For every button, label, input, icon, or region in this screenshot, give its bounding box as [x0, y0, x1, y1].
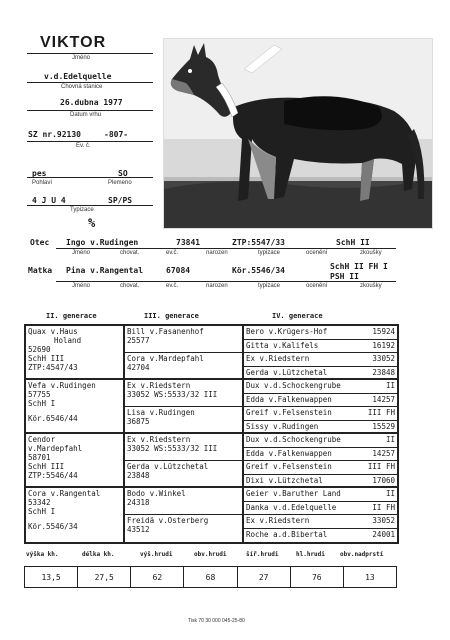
birth-date: 26.dubna 1977: [60, 98, 123, 107]
gen4-cell: [244, 515, 397, 529]
gen4-number: 23848: [372, 367, 395, 377]
gen4-number: 14257: [372, 448, 395, 458]
gen3-line: 33052 WS:5533/32 III: [127, 390, 218, 399]
dog-name: VIKTOR: [40, 34, 107, 51]
father-caption-4: narozen: [206, 250, 228, 256]
gen4-name: Ex v.Riedstern: [246, 354, 310, 363]
gen2-line: ZTP:5546/44: [28, 471, 78, 480]
gen3-line: Gerda v.Lützchetal: [127, 462, 209, 471]
mother-extra: Kör.5546/34: [232, 266, 285, 275]
gen4-name: Gitta v.Kalifels: [246, 340, 319, 350]
gen2-cell: [26, 488, 123, 542]
gen4-cell: [244, 380, 397, 394]
stat-value: 27,5: [78, 567, 131, 587]
sex-label: pes: [32, 169, 47, 178]
gen4-cell: [244, 367, 397, 381]
gen3-line: 24318: [127, 498, 150, 507]
gen2-line: 57755: [28, 390, 51, 399]
gen4-name: Dux v.d.Schockengrube: [246, 381, 341, 390]
gen4-cell: [244, 434, 397, 448]
gen2-line: Kör.6546/44: [28, 414, 78, 423]
rule: [56, 248, 396, 249]
birth-caption: Datum vrhu: [70, 112, 102, 118]
gen4-name: Ex v.Riedstern: [246, 516, 310, 525]
kennel-caption: Chovná stanice: [61, 84, 103, 90]
rule: [27, 110, 153, 111]
gen3-line: 42704: [127, 363, 150, 372]
gen4-cell: [244, 326, 397, 340]
gen3-line: 36875: [127, 417, 150, 426]
generation-4-column: [244, 326, 397, 542]
gen2-line: SchH I: [28, 399, 56, 408]
gen4-number: II: [385, 381, 395, 390]
stat-value: 68: [184, 567, 237, 587]
gen2-line: SchH III: [28, 462, 65, 471]
gen4-number: II FH: [372, 502, 395, 512]
generation-3-heading: III. generace: [144, 312, 199, 320]
gen4-name: Edda v.Falkenwappen: [246, 448, 332, 458]
breed-value: SP/PS: [108, 196, 133, 205]
gen4-cell: [244, 340, 397, 354]
gen4-name: Gerda v.Lützchetal: [246, 367, 328, 377]
gen2-line: 53342: [28, 498, 51, 507]
gen2-line: SchH I: [28, 507, 56, 516]
gen4-number: III FH: [367, 462, 395, 471]
gen2-line: 58701: [28, 453, 51, 462]
gen2-line: Quax v.Haus: [28, 327, 78, 336]
gen3-line: Cora v.Mardepfahl: [127, 354, 204, 363]
father-name: Ingo v.Rudingen: [66, 238, 139, 247]
mother-label: Matka: [28, 266, 53, 275]
gen2-cell: [26, 380, 123, 434]
gen2-line: Cendor: [28, 435, 56, 444]
generation-4-heading: IV. generace: [272, 312, 323, 320]
gen2-line: Holand: [54, 336, 82, 345]
gen2-cell: [26, 326, 123, 380]
measurements-row: [24, 566, 397, 588]
gen4-cell: [244, 394, 397, 408]
gen2-line: v.Mardepfahl: [28, 444, 83, 453]
gen4-number: 14257: [372, 394, 395, 404]
pedigree-table: [24, 324, 399, 544]
gen4-cell: [244, 353, 397, 367]
gen2-line: Cora v.Rangental: [28, 489, 101, 498]
type-value: %: [88, 216, 96, 230]
mother-number: 67084: [166, 266, 191, 275]
gen4-name: Bero v.Krügers-Hof: [246, 327, 328, 336]
gen4-number: III FH: [367, 408, 395, 417]
father-title: SchH II: [336, 238, 370, 247]
gen4-cell: [244, 502, 397, 516]
gen3-cell: [125, 488, 242, 515]
generation-2-heading: II. generace: [46, 312, 97, 320]
name-caption: Jméno: [72, 55, 91, 61]
mother-caption-6: ocenění: [306, 283, 328, 289]
gen4-cell: [244, 529, 397, 543]
gen4-number: 15924: [372, 327, 395, 336]
stat-header: šíř.hrudi: [246, 551, 279, 558]
mother-caption-4: narozen: [206, 283, 228, 289]
gen4-number: 24001: [372, 529, 395, 539]
gen4-cell: [244, 421, 397, 435]
stud-book-number: SZ nr.92130: [28, 130, 81, 139]
generation-3-column: [125, 326, 244, 542]
mother-caption-1: Jméno: [72, 283, 91, 289]
mother-caption-7: zkoušky: [360, 283, 382, 289]
stat-header: výš.hrudi: [140, 551, 173, 558]
mother-title-2: PSH II: [330, 272, 359, 281]
gen3-cell: [125, 380, 242, 407]
kennel: v.d.Edelquelle: [44, 72, 112, 81]
gen4-name: Dixi v.Lützchetal: [246, 475, 323, 485]
dog-photo: [163, 38, 433, 229]
gen4-number: 16192: [372, 340, 395, 350]
gen4-number: 17060: [372, 475, 395, 485]
gen3-line: Freidä v.Osterberg: [127, 516, 209, 525]
gen4-name: Danka v.d.Edelquelle: [246, 502, 337, 512]
father-caption-7: zkoušky: [360, 250, 382, 256]
father-caption-5: typizace: [258, 250, 281, 256]
gen4-cell: [244, 475, 397, 489]
mother-caption-2: chovat.: [120, 283, 140, 289]
rule: [27, 205, 153, 206]
gen4-number: II: [385, 435, 395, 444]
father-extra: ZTP:5547/33: [232, 238, 285, 247]
rule: [27, 82, 153, 83]
gen3-line: Ex v.Riedstern: [127, 381, 191, 390]
gen3-line: Bill v.Fasanenhof: [127, 327, 204, 336]
gen2-line: 52690: [28, 345, 51, 354]
stat-header: obv.nadprstí: [340, 551, 384, 558]
gen4-name: Greif v.Felsenstein: [246, 462, 332, 471]
father-caption-6: ocenění: [306, 250, 328, 256]
gen3-line: 33052 WS:5533/32 III: [127, 444, 218, 453]
gen4-cell: [244, 448, 397, 462]
gen3-cell: [125, 461, 242, 488]
stud-book-extra: -807-: [104, 130, 129, 139]
breed-caption: Plemeno: [108, 180, 132, 186]
gen2-line: Kör.5546/34: [28, 522, 78, 531]
rule: [27, 177, 153, 178]
stat-value: 76: [291, 567, 344, 587]
gen2-line: ZTP:4547/43: [28, 363, 78, 372]
gen4-number: 33052: [372, 516, 395, 525]
rule: [27, 141, 153, 142]
stat-value: 13,5: [25, 567, 78, 587]
gen2-line: Vefa v.Rudingen: [28, 381, 96, 390]
mother-name: Pina v.Rangental: [66, 266, 144, 275]
mother-caption-5: typizace: [258, 283, 281, 289]
gen4-cell: [244, 407, 397, 421]
gen3-line: 43512: [127, 525, 150, 534]
gen4-number: 15529: [372, 421, 395, 431]
mother-title: SchH II FH I: [330, 262, 388, 271]
footer-print-code: Tisk 70 30 000 045-25-80: [188, 618, 245, 624]
gen4-cell: [244, 488, 397, 502]
gen4-name: Roche a.d.Bibertal: [246, 529, 328, 539]
stat-header: hl.hrudi: [296, 551, 325, 558]
gen4-cell: [244, 461, 397, 475]
gen2-line: SchH III: [28, 354, 65, 363]
stud-book-caption: Ev. č.: [76, 143, 91, 149]
father-caption-1: Jméno: [72, 250, 91, 256]
type-caption: Typizace: [70, 207, 94, 213]
stat-value: 27: [238, 567, 291, 587]
gen3-line: Bodo v.Winkel: [127, 489, 186, 498]
gen2-cell: [26, 434, 123, 488]
coat-label: SO: [118, 169, 128, 178]
gen3-cell: [125, 353, 242, 380]
gen3-cell: [125, 434, 242, 461]
gen4-number: II: [385, 489, 395, 498]
german-shepherd-image: [164, 39, 432, 228]
gen3-line: 23848: [127, 471, 150, 480]
rule: [56, 281, 396, 282]
gen4-name: Dux v.d.Schockengrube: [246, 435, 341, 444]
gen4-name: Greif v.Felsenstein: [246, 408, 332, 417]
gen4-number: 33052: [372, 354, 395, 363]
stat-value: 62: [131, 567, 184, 587]
gen3-line: Ex v.Riedstern: [127, 435, 191, 444]
rule: [27, 53, 153, 54]
gen3-line: Lisa v.Rudingen: [127, 408, 195, 417]
father-caption-3: ev.č.: [166, 250, 179, 256]
father-number: 73841: [176, 238, 201, 247]
stat-header: obv.hrudi: [194, 551, 227, 558]
color-value: 4 J U 4: [32, 196, 66, 205]
gen3-cell: [125, 515, 242, 542]
gen4-name: Sissy v.Rudingen: [246, 421, 319, 431]
gen4-name: Edda v.Falkenwappen: [246, 394, 332, 404]
gen3-cell: [125, 407, 242, 434]
gen3-cell: [125, 326, 242, 353]
stat-header: délka kh.: [82, 551, 115, 558]
mother-caption-3: ev.č.: [166, 283, 179, 289]
stat-header: výška kh.: [26, 551, 59, 558]
father-caption-2: chovat.: [120, 250, 140, 256]
generation-2-column: [26, 326, 125, 542]
sex-caption: Pohlaví: [32, 180, 53, 186]
gen3-line: 25577: [127, 336, 150, 345]
stat-value: 13: [365, 572, 375, 582]
gen4-name: Geier v.Baruther Land: [246, 489, 341, 498]
father-label: Otec: [30, 238, 50, 247]
